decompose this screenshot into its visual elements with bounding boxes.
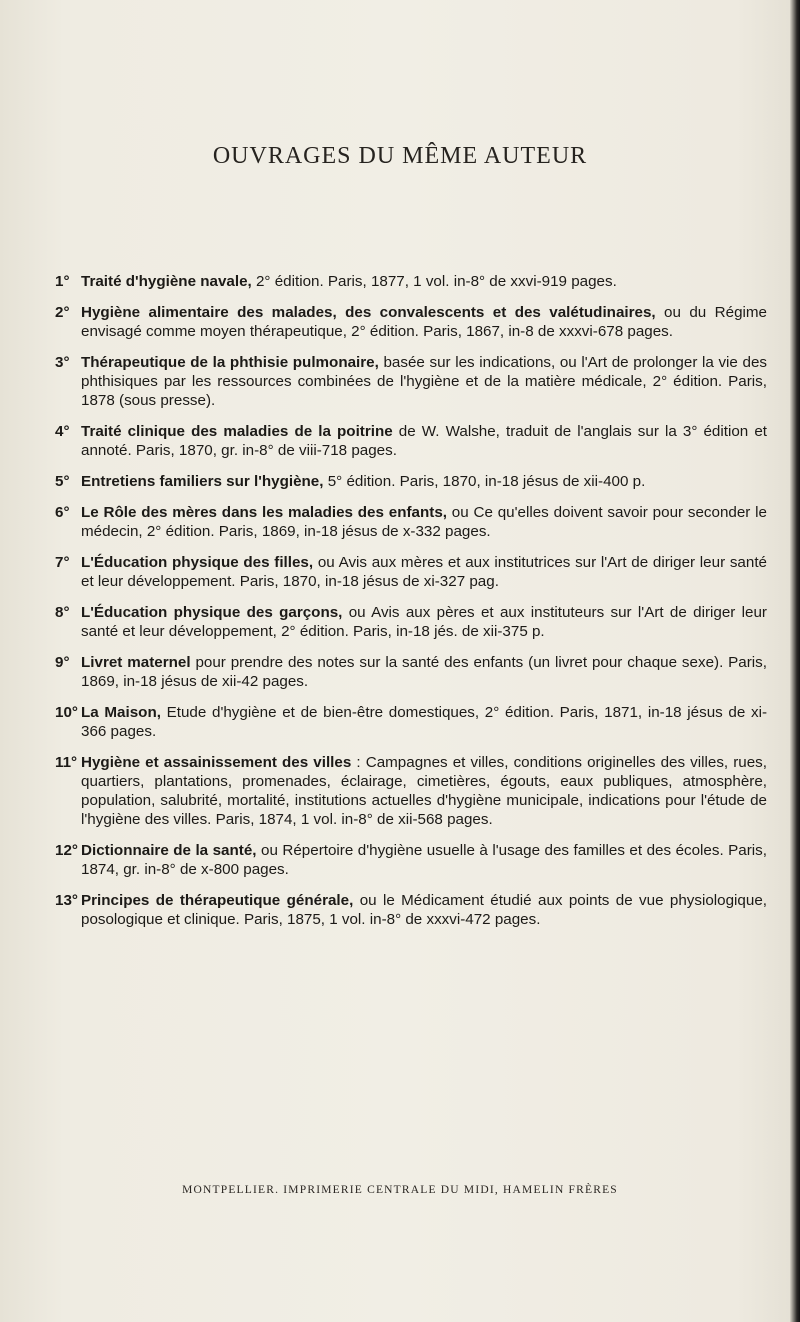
entry-title: Principes de thérapeutique générale,	[81, 892, 354, 909]
entry-title: Traité d'hygiène navale,	[81, 273, 252, 290]
entry-number: 2°	[55, 304, 70, 321]
entry-title: Livret maternel	[81, 654, 191, 671]
entry-details: ou Répertoire d'hygiène usuelle à l'usage des familles et des écoles. Paris, 1874, gr. in-8° de x-800 pages.	[81, 842, 767, 878]
entry-details: pour prendre des notes sur la santé des enfants (un livret pour chaque sexe). Paris, 1869, in-18 jésus de xii-42 pages.	[81, 654, 767, 690]
list-item	[55, 553, 767, 591]
list-item	[55, 353, 767, 410]
entry-title: Le Rôle des mères dans les maladies des enfants,	[81, 504, 447, 521]
list-item	[55, 422, 767, 460]
entry-details: basée sur les indications, ou l'Art de prolonger la vie des phthisiques par les ressources combinées de l'hygiène et de la matière médicale, 2° édition. Paris, 1878 (sous presse).	[81, 354, 767, 409]
list-item	[55, 891, 767, 929]
entry-title: Entretiens familiers sur l'hygiène,	[81, 473, 324, 490]
list-item	[55, 841, 767, 879]
entry-title: L'Éducation physique des filles,	[81, 554, 314, 571]
entry-details: Etude d'hygiène et de bien-être domestiques, 2° édition. Paris, 1871, in-18 jésus de xi-366 pages.	[81, 704, 768, 740]
entry-title: L'Éducation physique des garçons,	[81, 604, 343, 621]
entry-details: ou le Médicament étudié aux points de vue physiologique, posologique et clinique. Paris, 1875, 1 vol. in-8° de xxxvi-472 pages.	[81, 892, 767, 928]
entry-number: 11°	[55, 754, 78, 771]
page-title: OUVRAGES DU MÊME AUTEUR	[212, 143, 588, 169]
entry-title: Dictionnaire de la santé,	[81, 842, 257, 859]
entry-details: de W. Walshe, traduit de l'anglais sur la 3° édition et annoté. Paris, 1870, gr. in-8° de viii-718 pages.	[81, 423, 768, 459]
entry-title: La Maison,	[81, 704, 161, 721]
entry-number: 8°	[55, 604, 70, 621]
entry-details: 5° édition. Paris, 1870, in-18 jésus de xii-400 p.	[323, 473, 646, 490]
entry-number: 4°	[55, 423, 70, 440]
entry-title: Hygiène alimentaire des malades, des convalescents et des valétudinaires,	[81, 304, 656, 321]
list-item	[55, 753, 767, 829]
entry-number: 5°	[55, 473, 70, 490]
entry-number: 12°	[55, 842, 78, 859]
entry-number: 9°	[55, 654, 70, 671]
entry-details: ou Avis aux pères et aux instituteurs sur l'Art de diriger leur santé et leur développement, 2° édition. Paris, in-18 jés. de xii-375 p.	[81, 604, 767, 640]
entry-number: 13°	[55, 892, 78, 909]
entry-number: 1°	[55, 273, 70, 290]
printer-imprint: MONTPELLIER. IMPRIMERIE CENTRALE DU MIDI, HAMELIN FRÈRES	[182, 1184, 618, 1196]
entry-details: 2° édition. Paris, 1877, 1 vol. in-8° de xxvi-919 pages.	[251, 273, 617, 290]
list-item	[55, 472, 767, 491]
entry-details: : Campagnes et villes, conditions originelles des villes, rues, quartiers, plantations, promenades, éclairage, cimetières, égouts, eaux publiques, atmosphère, population, salubrité, mortalité, institutions actuelles d'hygiène municipale, indications pour l'étude de l'hygiène des villes. Paris, 1874, 1 vol. in-8° de xii-568 pages.	[81, 754, 768, 828]
list-item	[55, 703, 767, 741]
page-edge-shadow	[790, 0, 800, 1322]
entry-number: 7°	[55, 554, 70, 571]
entry-title: Traité clinique des maladies de la poitrine	[81, 423, 393, 440]
list-item	[55, 653, 767, 691]
entry-details: ou Avis aux mères et aux institutrices sur l'Art de diriger leur santé et leur développement. Paris, 1870, in-18 jésus de xi-327 pag.	[81, 554, 767, 590]
entry-title: Thérapeutique de la phthisie pulmonaire,	[81, 354, 379, 371]
entry-details: ou Ce qu'elles doivent savoir pour seconder le médecin, 2° édition. Paris, 1869, in-18 jésus de x-332 pages.	[81, 504, 767, 540]
entry-number: 6°	[55, 504, 70, 521]
entry-details: ou du Régime envisagé comme moyen thérapeutique, 2° édition. Paris, 1867, in-8 de xxxvi-678 pages.	[81, 304, 767, 340]
list-item	[55, 503, 767, 541]
list-item	[55, 303, 767, 341]
list-item	[55, 603, 767, 641]
entry-number: 10°	[55, 704, 78, 721]
works-list	[55, 272, 767, 941]
list-item	[55, 272, 767, 291]
entry-number: 3°	[55, 354, 70, 371]
entry-title: Hygiène et assainissement des villes	[81, 754, 352, 771]
